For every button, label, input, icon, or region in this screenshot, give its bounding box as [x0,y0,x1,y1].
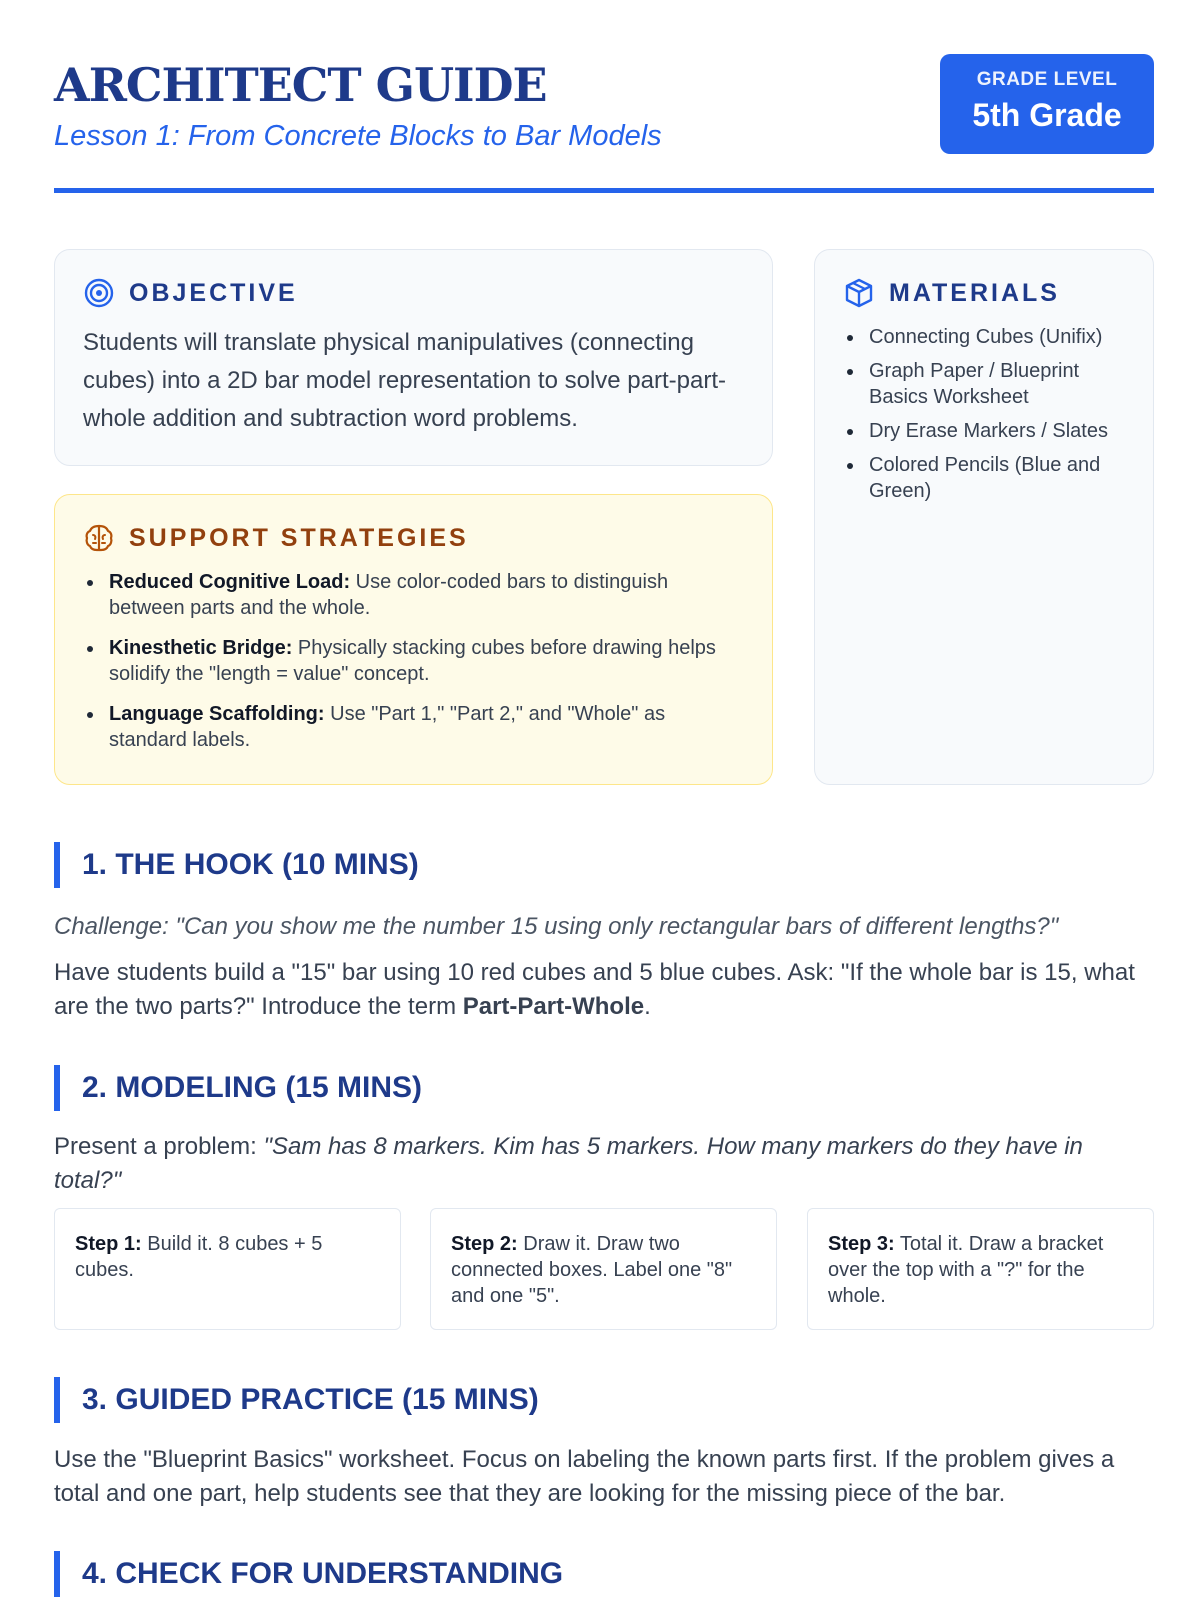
support-list [83,569,744,753]
modeling-problem [54,1130,1154,1198]
objective-text: Students will translate physical manipulatives (connecting cubes) into a 2D bar model representation to solve part-part-whole addition and subtraction word problems. [83,329,726,432]
step-label: Step 2: [451,1233,518,1255]
support-heading: SUPPORT STRATEGIES [129,523,469,552]
step-card-2 [430,1208,777,1330]
modeling-problem-text: "Sam has 8 markers. Kim has 5 markers. How many markers do they have in total?" [54,1133,1083,1194]
materials-heading: MATERIALS [889,278,1060,307]
guided-section-heading [54,1377,1154,1423]
box-icon [843,277,875,309]
materials-list [843,324,1125,504]
page-title: ARCHITECT GUIDE [54,58,547,112]
materials-heading-row [843,276,1125,310]
step-card-1 [54,1208,401,1330]
header-divider [54,188,1154,193]
hook-body-end: . [644,993,651,1020]
hook-term: Part-Part-Whole [462,993,645,1020]
check-heading: 4. CHECK FOR UNDERSTANDING [82,1557,564,1590]
grade-level-badge [940,54,1154,154]
target-icon [83,277,115,309]
objective-heading-row [83,276,744,310]
modeling-intro: Present a problem: [54,1133,264,1160]
guided-body: Use the "Blueprint Basics" worksheet. Focus on labeling the known parts first. If the problem gives a total and one part, help students see that they are looking for the missing piece of the bar. [54,1446,1115,1507]
strategy-term: Language Scaffolding: [109,703,325,725]
grade-level-label: GRADE LEVEL [976,69,1118,90]
page-subtitle: Lesson 1: From Concrete Blocks to Bar Models [54,120,662,152]
step-text: Draw it. Draw two connected boxes. Label one "8" and one "5". [451,1233,733,1307]
strategy-term: Kinesthetic Bridge: [109,637,293,659]
grade-level-value: 5th Grade [972,97,1122,133]
brain-icon [83,522,115,554]
list-item: Colored Pencils (Blue and Green) [843,452,1125,504]
step-label: Step 1: [75,1233,142,1255]
modeling-section-heading [54,1065,1154,1111]
hook-body [54,956,1154,1024]
list-item [83,635,744,687]
objective-card [54,249,773,466]
strategy-text: Use color-coded bars to distinguish between parts and the whole. [109,571,669,619]
strategy-term: Reduced Cognitive Load: [109,571,351,593]
objective-heading: OBJECTIVE [129,278,298,307]
hook-challenge: Challenge: "Can you show me the number 15 using only rectangular bars of different lengths?" [54,913,1059,940]
list-item [83,701,744,753]
list-item [83,569,744,621]
support-heading-row [83,521,744,555]
guided-heading: 3. GUIDED PRACTICE (15 MINS) [82,1383,539,1416]
step-text: Build it. 8 cubes + 5 cubes. [75,1233,323,1281]
list-item: Connecting Cubes (Unifix) [843,324,1125,350]
support-strategies-card [54,494,773,785]
materials-card [814,249,1154,785]
step-card-3 [807,1208,1154,1330]
check-section-heading [54,1551,1154,1597]
hook-section-heading [54,842,1154,888]
modeling-heading: 2. MODELING (15 MINS) [82,1071,423,1104]
step-text: Total it. Draw a bracket over the top with a "?" for the whole. [828,1233,1104,1307]
strategy-text: Use "Part 1," "Part 2," and "Whole" as standard labels. [109,703,666,751]
step-label: Step 3: [828,1233,895,1255]
hook-body-text: Have students build a "15" bar using 10 red cubes and 5 blue cubes. Ask: "If the whole bar is 15, what are the two parts?" Introduce the term [54,959,1135,1020]
page-header [54,54,1154,194]
list-item: Graph Paper / Blueprint Basics Worksheet [843,358,1125,410]
strategy-text: Physically stacking cubes before drawing helps solidify the "length = value" concept. [109,637,716,685]
list-item: Dry Erase Markers / Slates [843,418,1125,444]
hook-heading: 1. THE HOOK (10 MINS) [82,848,419,881]
